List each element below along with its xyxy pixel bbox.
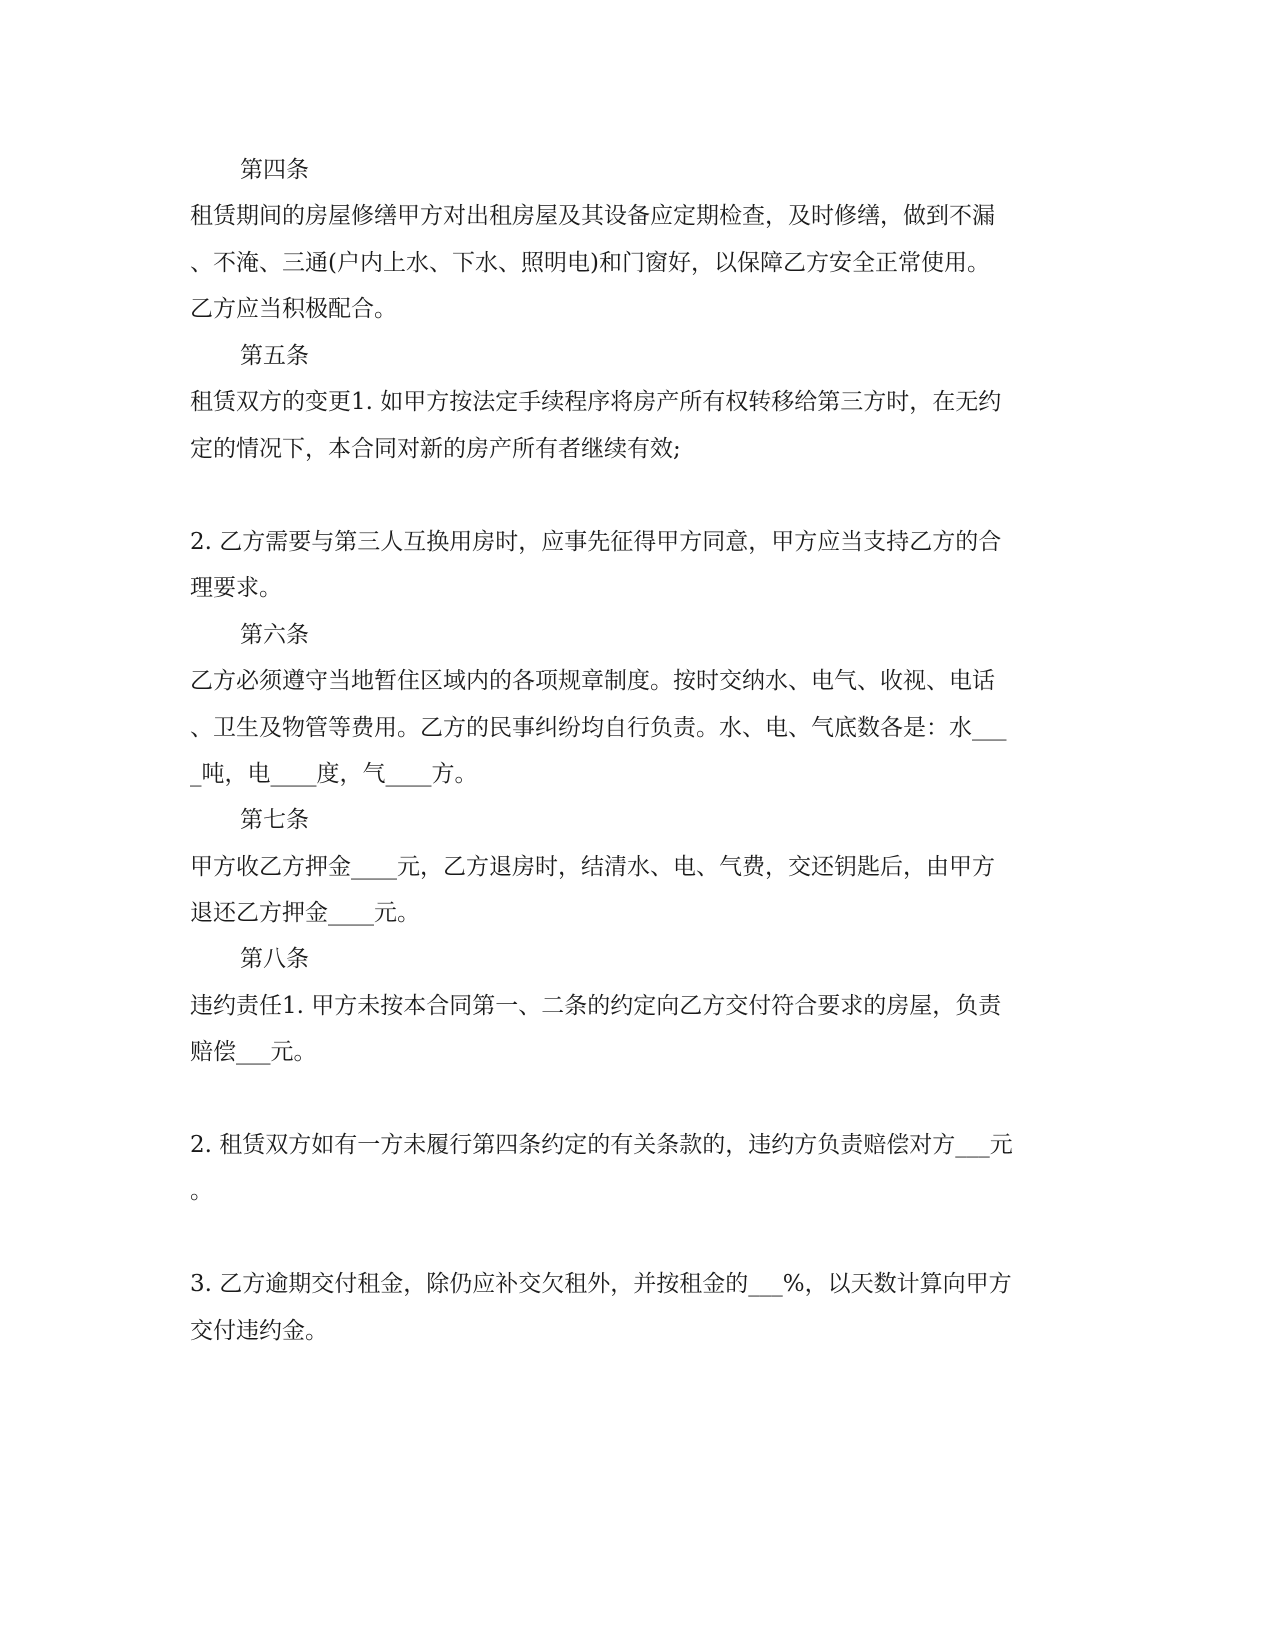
article-5-line-1: 租赁双方的变更1. 如甲方按法定手续程序将房产所有权转移给第三方时，在无约 [190,389,1002,415]
article-8-item-3-line-1: 3. 乙方逾期交付租金，除仍应补交欠租外，并按租金的___%，以天数计算向甲方 [190,1271,1012,1297]
article-8-item-2-line-1: 2. 租赁双方如有一方未履行第四条约定的有关条款的，违约方负责赔偿对方___元 [190,1132,1013,1158]
article-5-heading: 第五条 [240,343,309,369]
article-8-heading: 第八条 [240,946,309,972]
article-5-item-2-line-1: 2. 乙方需要与第三人互换用房时，应事先征得甲方同意，甲方应当支持乙方的合 [190,529,1002,555]
article-4-line-1: 租赁期间的房屋修缮甲方对出租房屋及其设备应定期检查，及时修缮，做到不漏 [190,203,995,229]
article-6-line-3: _吨，电____度，气____方。 [190,761,478,787]
article-8-line-1: 违约责任1. 甲方未按本合同第一、二条的约定向乙方交付符合要求的房屋，负责 [190,993,1002,1019]
article-6-line-1: 乙方必须遵守当地暂住区域内的各项规章制度。按时交纳水、电气、收视、电话 [190,668,995,694]
article-8-item-3-line-2: 交付违约金。 [190,1318,328,1344]
article-7-line-1: 甲方收乙方押金____元，乙方退房时，结清水、电、气费，交还钥匙后，由甲方 [190,854,995,880]
article-4-line-2: 、不淹、三通(户内上水、下水、照明电)和门窗好，以保障乙方安全正常使用。 [190,250,990,276]
article-6-heading: 第六条 [240,622,309,648]
article-5-line-2: 定的情况下，本合同对新的房产所有者继续有效; [190,436,681,462]
article-4-heading: 第四条 [240,157,309,183]
article-8-line-2: 赔偿___元。 [190,1039,317,1065]
article-6-line-2: 、卫生及物管等费用。乙方的民事纠纷均自行负责。水、电、气底数各是：水___ [190,715,1007,741]
article-4-line-3: 乙方应当积极配合。 [190,296,397,322]
article-5-item-2-line-2: 理要求。 [190,575,282,601]
article-7-heading: 第七条 [240,807,309,833]
article-8-item-2-line-2: 。 [190,1178,213,1204]
article-7-line-2: 退还乙方押金____元。 [190,900,420,926]
